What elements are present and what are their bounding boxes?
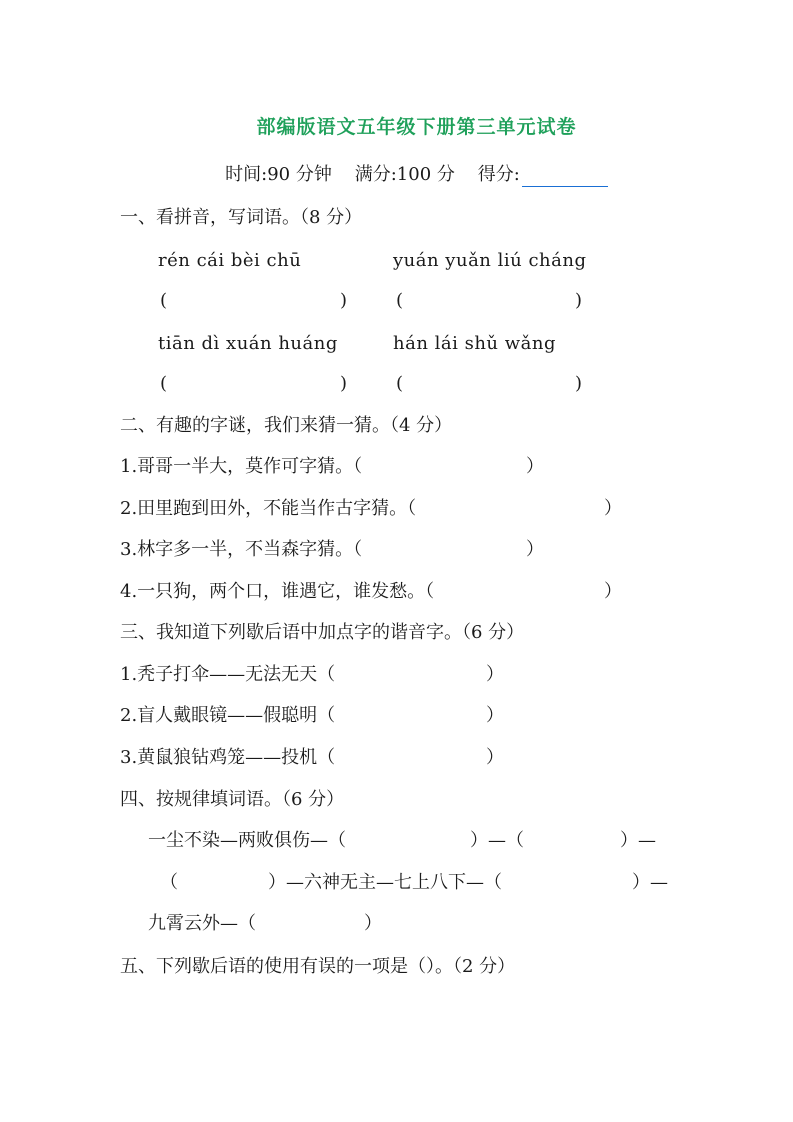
q1-blank-3-open: (: [160, 373, 168, 394]
q4-line1-part1: 一尘不染—两败俱伤—（: [148, 830, 346, 851]
score-blank[interactable]: [522, 166, 608, 187]
q2-item-4-close: ）: [604, 581, 622, 602]
q1-pinyin-3: tiān dì xuán huáng: [158, 333, 338, 354]
q3-item-1-close: ）: [486, 664, 504, 685]
q3-item-3: 3.黄鼠狼钻鸡笼——投机（: [120, 747, 336, 768]
q4-line2-part1: （: [160, 872, 178, 893]
full-score-label: 满分:100 分: [354, 164, 455, 185]
q2-item-1-close: ）: [526, 456, 544, 477]
score-label: 得分:: [477, 164, 520, 185]
q1-pinyin-4: hán lái shǔ wǎng: [393, 333, 557, 354]
q1-blank-2-open: (: [396, 290, 404, 311]
time-label: 时间:90 分钟: [225, 164, 332, 185]
q3-item-3-close: ）: [486, 747, 504, 768]
q1-blank-4-open: (: [396, 373, 404, 394]
q2-item-3-close: ）: [526, 539, 544, 560]
q3-item-2-close: ）: [486, 705, 504, 726]
q3-item-1: 1.秃子打伞——无法无天（: [120, 664, 336, 685]
q4-line2-part2: ）—六神无主—七上八下—（: [268, 872, 502, 893]
q1-blank-1-open: (: [160, 290, 168, 311]
q2-item-3: 3.林字多一半，不当森字猜。（: [120, 539, 363, 560]
q1-heading: 一、看拼音，写词语。（8 分）: [120, 207, 363, 228]
q2-item-2: 2.田里跑到田外，不能当作古字猜。（: [120, 498, 417, 519]
q3-heading: 三、我知道下列歇后语中加点字的谐音字。（6 分）: [120, 622, 525, 643]
page-title: 部编版语文五年级下册第三单元试卷: [256, 116, 577, 138]
q4-line2-part3: ）—: [632, 872, 668, 893]
exam-info: [0, 163, 793, 187]
q2-item-1: 1.哥哥一半大，莫作可字猜。（: [120, 456, 363, 477]
q4-line3-part2: ）: [364, 913, 382, 934]
q1-blank-4-close: ): [575, 373, 583, 394]
q5-heading: 五、下列歇后语的使用有误的一项是（）。（2 分）: [120, 956, 516, 977]
q4-line1-part3: ）—: [620, 830, 656, 851]
q2-item-2-close: ）: [604, 498, 622, 519]
q1-blank-3-close: ): [340, 373, 348, 394]
q1-pinyin-2: yuán yuǎn liú cháng: [393, 250, 587, 271]
q2-item-4: 4.一只狗，两个口，谁遇它，谁发愁。（: [120, 581, 435, 602]
q2-heading: 二、有趣的字谜，我们来猜一猜。（4 分）: [120, 415, 453, 436]
q3-item-2: 2.盲人戴眼镜——假聪明（: [120, 705, 336, 726]
q1-pinyin-1: rén cái bèi chū: [158, 250, 302, 271]
q1-blank-2-close: ): [575, 290, 583, 311]
q1-blank-1-close: ): [340, 290, 348, 311]
q4-heading: 四、按规律填词语。（6 分）: [120, 789, 345, 810]
q4-line3-part1: 九霄云外—（: [148, 913, 256, 934]
q4-line1-part2: ）—（: [470, 830, 524, 851]
